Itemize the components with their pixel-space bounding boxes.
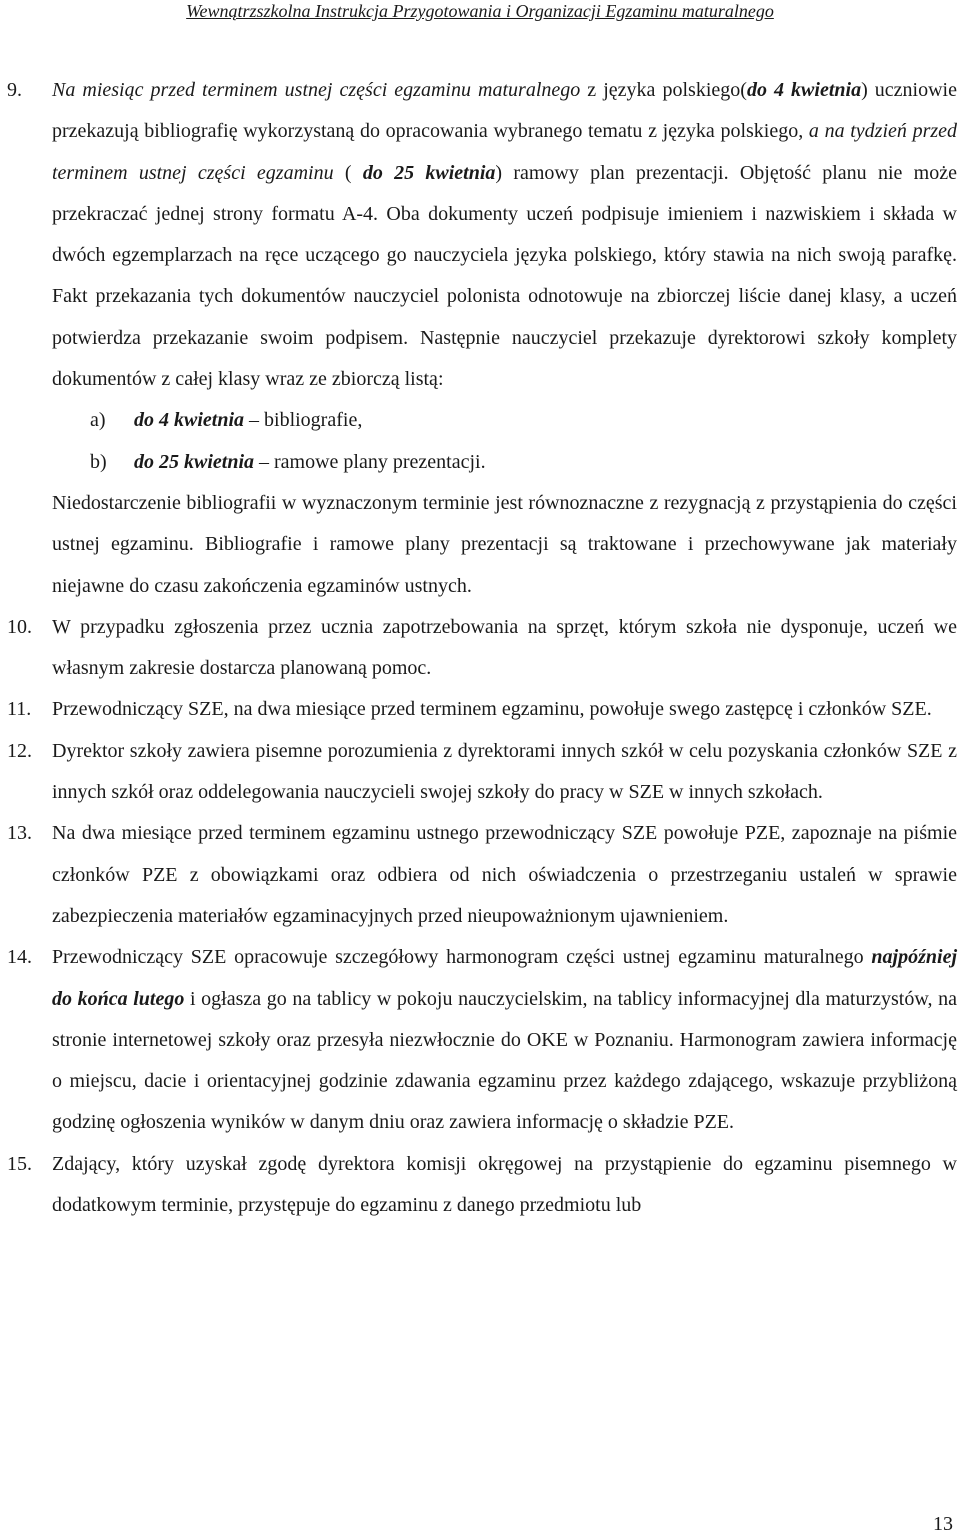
- text-run: z języka polskiego(: [580, 79, 747, 101]
- item-number: 12.: [7, 739, 32, 762]
- list-item-9: [7, 70, 957, 607]
- sub-item-a: [52, 400, 957, 441]
- list-item-10: [7, 607, 957, 690]
- sub-item-letter: b): [90, 450, 107, 473]
- page-number: 13: [933, 1513, 953, 1535]
- item-number: 13.: [7, 822, 32, 845]
- deadline-emphasis: do 4 kwietnia: [134, 409, 245, 432]
- sub-item-b: [52, 442, 957, 483]
- italic-phrase: a na tydzień przed terminem ustnej części egzaminu: [52, 120, 958, 184]
- item-15-text: Zdający, który uzyskał zgodę dyrektora komisji okręgowej na przystąpienie do egzaminu pisemnego w dodatkowym terminie, przystępuje do egzaminu z danego przedmiotu lub: [52, 1152, 957, 1217]
- text-run: ) uczniowie przekazują bibliografię wykorzystaną do opracowania wybranego tematu z języka polskiego,: [52, 79, 957, 143]
- deadline-emphasis: do 25 kwietnia: [134, 450, 255, 473]
- item-11-text: Przewodniczący SZE, na dwa miesiące przed terminem egzaminu, powołuje swego zastępcę i członków SZE.: [52, 698, 932, 721]
- item-number: 14.: [7, 946, 32, 969]
- list-item-12: [7, 731, 957, 814]
- deadline-emphasis: do 25 kwietnia: [362, 161, 496, 184]
- list-item-15: [7, 1144, 957, 1227]
- item-9-paragraph-1: [52, 70, 957, 400]
- item-number: 11.: [7, 698, 32, 721]
- item-9-paragraph-2: Niedostarczenie bibliografii w wyznaczonym terminie jest równoznaczne z rezygnacją z przystąpienia do części ustnej egzaminu. Bibliografie i ramowe plany prezentacji są traktowane i przechowywane jak materiały niejawne do czasu zakończenia egzaminów ustnych.: [52, 491, 957, 597]
- text-run: (: [333, 161, 363, 184]
- item-13-text: Na dwa miesiące przed terminem egzaminu ustnego przewodniczący SZE powołuje PZE, zapoznaje na piśmie członków PZE z obowiązkami oraz odbiera od nich oświadczenia o przestrzeganiu ustaleń w sprawie zabezpieczenia materiałów egzaminacyjnych przed nieupoważnionym ujawnieniem.: [52, 822, 957, 927]
- item-14-text: [52, 937, 957, 1143]
- item-10-text: W przypadku zgłoszenia przez ucznia zapotrzebowania na sprzęt, którym szkoła nie dysponuje, uczeń we własnym zakresie dostarcza planowaną pomoc.: [52, 615, 957, 680]
- text-run: – bibliografie,: [244, 409, 363, 432]
- sub-item-letter: a): [90, 409, 106, 432]
- text-run: ) ramowy plan prezentacji. Objętość planu nie może przekraczać jednej strony formatu A-4. Oba dokumenty uczeń podpisuje imieniem i nazwiskiem i składa w dwóch egzemplarzach na ręce uczącego go nauczyciela języka polskiego, który stawia na nich swoją parafkę. Fakt przekazania tych dokumentów nauczyciel polonista odnotowuje na zbiorczej liście danej klasy, a uczeń potwierdza przekazanie swoim podpisem. Następnie nauczyciel przekazuje dyrektorowi szkoły komplety dokumentów z całej klasy wraz ze zbiorczą listą:: [52, 161, 957, 391]
- item-number: 15.: [7, 1152, 32, 1175]
- list-item-11: [7, 689, 957, 730]
- list-item-13: [7, 813, 957, 937]
- text-run: – ramowe plany prezentacji.: [254, 450, 486, 473]
- item-12-text: Dyrektor szkoły zawiera pisemne porozumienia z dyrektorami innych szkół w celu pozyskania członków SZE z innych szkół oraz oddelegowania nauczycieli swojej szkoły do pracy w SZE w innych szkołach.: [52, 739, 957, 804]
- italic-phrase: Na miesiąc przed terminem ustnej części egzaminu maturalnego: [52, 79, 581, 101]
- item-number: 9.: [7, 79, 22, 101]
- text-run: i ogłasza go na tablicy w pokoju nauczycielskim, na tablicy informacyjnej dla maturzystów, na stronie internetowej szkoły oraz przesyła niezwłocznie do OKE w Poznaniu. Harmonogram zawiera informację o miejscu, dacie i orientacyjnej godzinie zdawania egzaminu przez każdego zdającego, wskazuje przybliżoną godzinę ogłoszenia wyników w danym dniu oraz zawiera informację o składzie PZE.: [52, 987, 957, 1134]
- deadline-emphasis: do 4 kwietnia: [746, 79, 862, 101]
- list-item-14: [7, 937, 957, 1143]
- page-header: [0, 0, 960, 22]
- header-title: Wewnątrzszkolna Instrukcja Przygotowania i Organizacji Egzaminu maturalnego: [186, 1, 774, 21]
- deadline-emphasis: najpóźniej do końca lutego: [52, 946, 957, 1010]
- text-run: Przewodniczący SZE opracowuje szczegółowy harmonogram części ustnej egzaminu maturalnego: [52, 946, 872, 969]
- item-number: 10.: [7, 615, 32, 638]
- document-body: [7, 70, 957, 1226]
